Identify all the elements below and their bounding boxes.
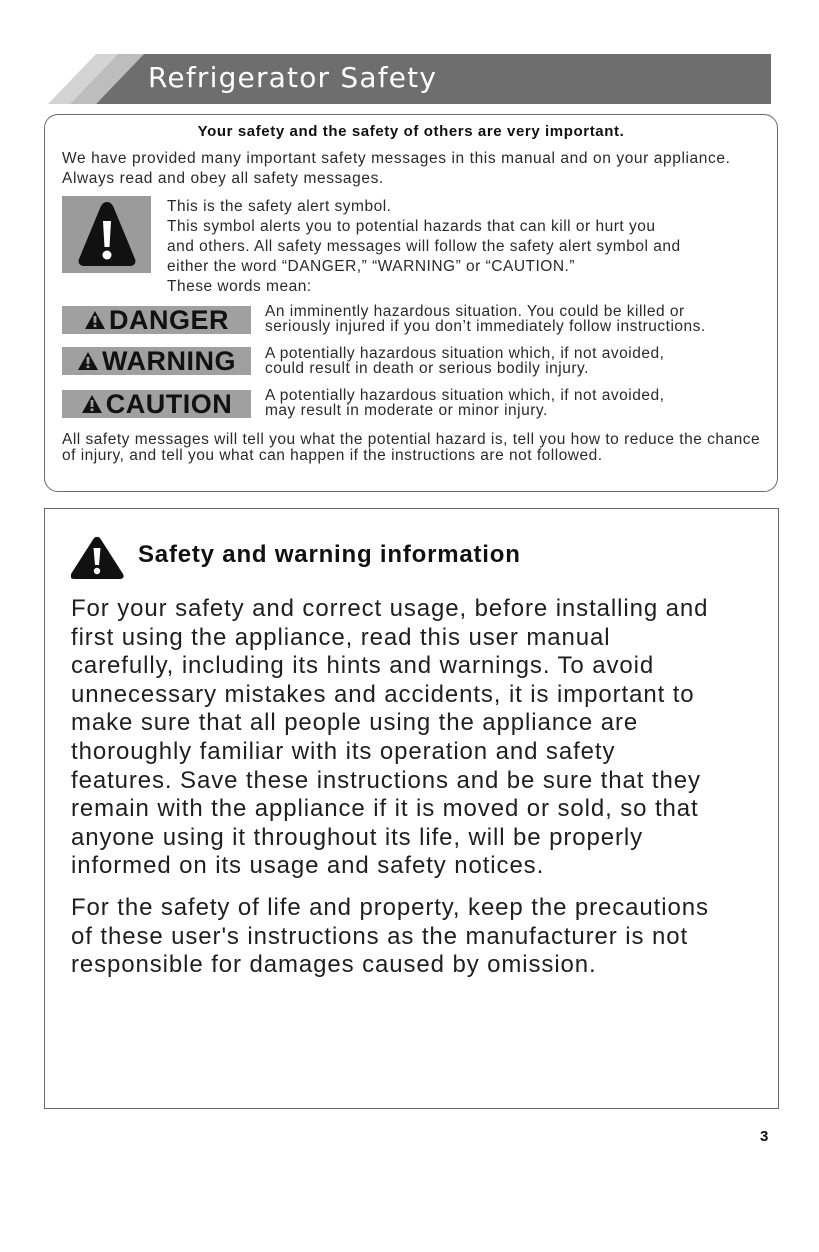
page-number: 3 — [760, 1128, 769, 1145]
caution-label-text: CAUTION — [105, 389, 233, 419]
paragraph-line: remain with the appliance if it is moved or sold, so that — [71, 795, 699, 823]
paragraph-line: For the safety of life and property, keep the precautions — [71, 894, 709, 921]
paragraph-line: features. Save these instructions and be sure that they — [71, 766, 701, 794]
alert-line: and others. All safety messages will follow the safety alert symbol and — [167, 238, 681, 255]
warning-description — [265, 346, 775, 376]
warning-triangle-icon — [77, 351, 99, 371]
warning-label-text: WARNING — [102, 346, 236, 376]
alert-symbol-explanation — [167, 197, 767, 297]
intro-footer-paragraph: All safety messages will tell you what the potential hazard is, tell you how to reduce the chance of injury, and tell you what can happen if the instructions are not followed. — [62, 431, 761, 464]
danger-description — [265, 304, 775, 334]
description-line: A potentially hazardous situation which, if not avoided, — [265, 387, 665, 404]
paragraph-line: make sure that all people using the appliance are — [71, 709, 639, 737]
paragraph-line: of these user's instructions as the manufacturer is not — [71, 922, 689, 950]
warning-triangle-icon — [76, 199, 138, 269]
alert-line: This is the safety alert symbol. — [167, 198, 392, 215]
safety-intro-box — [44, 114, 778, 492]
warning-triangle-icon — [71, 536, 127, 580]
safety-alert-symbol — [62, 196, 151, 273]
warning-label — [62, 347, 251, 375]
danger-label — [62, 306, 251, 334]
description-line: An imminently hazardous situation. You could be killed or — [265, 303, 685, 320]
section-header-banner — [48, 54, 771, 104]
info-paragraph-1 — [71, 595, 761, 881]
alert-line: These words mean: — [167, 278, 312, 295]
description-line: could result in death or serious bodily injury. — [265, 360, 589, 377]
intro-heading: Your safety and the safety of others are very important. — [197, 123, 625, 140]
info-box-title: Safety and warning information — [138, 541, 521, 568]
description-line: may result in moderate or minor injury. — [265, 402, 548, 419]
paragraph-line: carefully, including its hints and warnings. To avoid — [71, 652, 655, 680]
danger-label-text: DANGER — [108, 305, 229, 335]
intro-paragraph: We have provided many important safety messages in this manual and on your appliance. Always read and obey all safety messages. — [62, 150, 731, 187]
paragraph-line: first using the appliance, read this user manual — [71, 623, 611, 651]
safety-warning-info-box — [44, 508, 779, 1109]
description-line: seriously injured if you don’t immediately follow instructions. — [265, 318, 706, 335]
paragraph-line: For your safety and correct usage, before installing and — [71, 595, 709, 622]
warning-triangle-icon — [81, 394, 103, 414]
page-title: Refrigerator Safety — [148, 61, 438, 94]
caution-label — [62, 390, 251, 418]
paragraph-line: anyone using it throughout its life, will be properly — [71, 823, 643, 851]
paragraph-line: responsible for damages caused by omission. — [71, 951, 597, 979]
caution-description — [265, 388, 775, 418]
description-line: A potentially hazardous situation which, if not avoided, — [265, 345, 665, 362]
paragraph-line: unnecessary mistakes and accidents, it is important to — [71, 680, 695, 708]
paragraph-line: thoroughly familiar with its operation and safety — [71, 737, 616, 765]
alert-line: either the word “DANGER,” “WARNING” or “CAUTION.” — [167, 258, 576, 275]
alert-line: This symbol alerts you to potential hazards that can kill or hurt you — [167, 218, 656, 235]
info-paragraph-2 — [71, 894, 761, 980]
warning-triangle-icon — [84, 310, 106, 330]
paragraph-line: informed on its usage and safety notices. — [71, 852, 545, 880]
